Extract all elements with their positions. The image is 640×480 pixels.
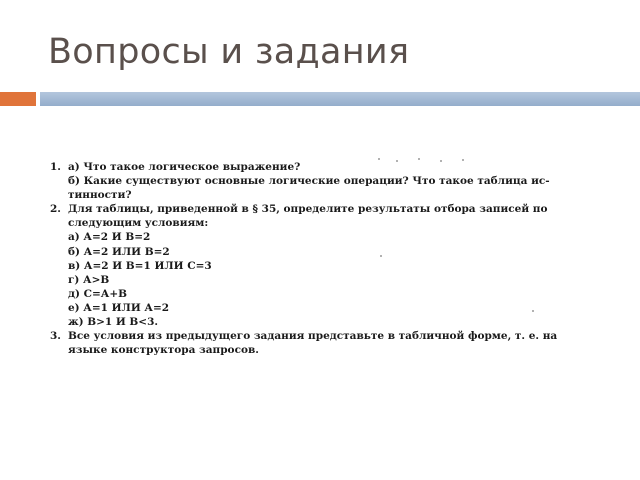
scan-speck: [440, 160, 442, 162]
question-number: 3.: [50, 330, 61, 343]
question-line: следующим условиям:: [68, 217, 209, 230]
condition-a: а) А=2 И В=2: [68, 231, 151, 244]
questions-list: [50, 160, 616, 357]
scan-speck: [532, 310, 534, 312]
scan-speck: [378, 158, 380, 160]
condition-zh: ж) В>1 И В<3.: [68, 316, 159, 329]
scan-speck: [462, 159, 464, 161]
question-line: а) Что такое логическое выражение?: [68, 161, 301, 173]
scan-speck: [418, 158, 420, 160]
condition-d: д) С=А+В: [68, 287, 128, 300]
question-3: [50, 329, 616, 357]
condition-v: в) А=2 И В=1 ИЛИ С=3: [68, 259, 212, 272]
question-number: 2.: [50, 203, 61, 216]
question-number: 1.: [50, 161, 61, 173]
question-line: б) Какие существуют основные логические операции? Что такое таблица ис-: [68, 175, 550, 188]
question-1: [50, 160, 616, 202]
scan-speck: [396, 160, 398, 162]
condition-e: е) А=1 ИЛИ А=2: [68, 301, 170, 314]
question-line: тинности?: [68, 189, 132, 202]
condition-g: г) А>В: [68, 273, 110, 286]
question-line: Для таблицы, приведенной в § 35, определите результаты отбора записей по: [68, 203, 548, 216]
slide-title: Вопросы и задания: [48, 32, 410, 72]
accent-bar-orange: [0, 92, 36, 106]
accent-bar-blue: [40, 92, 640, 106]
question-line: языке конструктора запросов.: [68, 344, 259, 357]
condition-b: б) А=2 ИЛИ В=2: [68, 245, 170, 258]
question-line: Все условия из предыдущего задания представьте в табличной форме, т. е. на: [68, 330, 558, 343]
scan-speck: [380, 255, 382, 257]
